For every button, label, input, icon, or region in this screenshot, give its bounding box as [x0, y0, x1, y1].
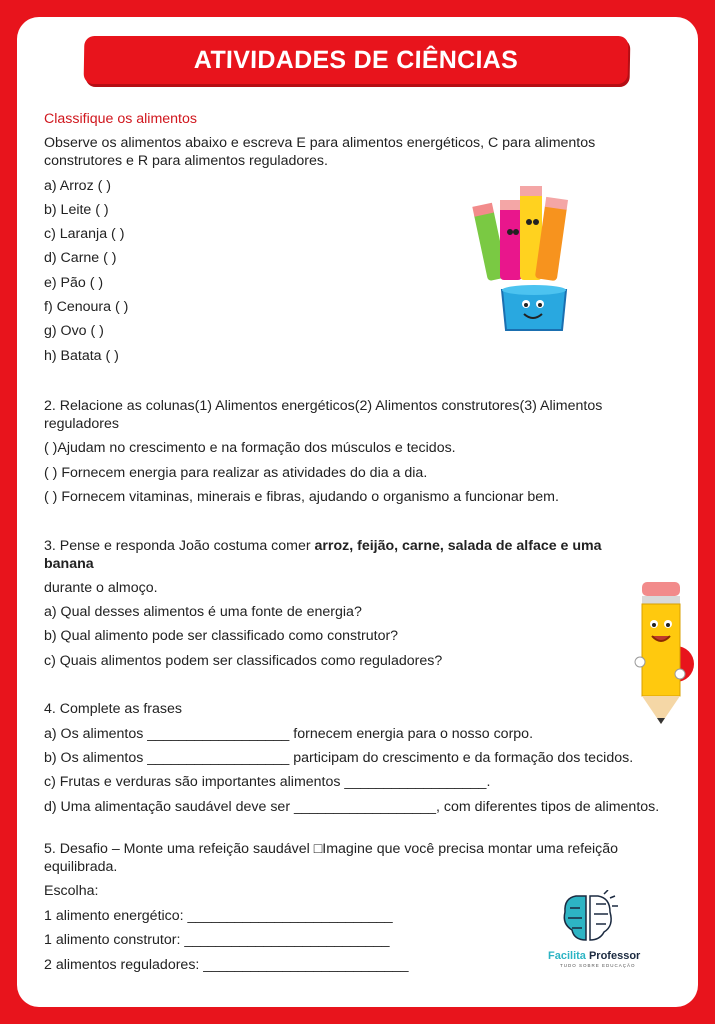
cup	[502, 290, 566, 330]
q3-intro: 3. Pense e responda João costuma comer	[44, 538, 315, 554]
q3-foods: arroz, feijão, carne, salada de alface e uma banana	[44, 538, 602, 572]
q3-item: a) Qual desses alimentos é uma fonte de energia?	[44, 604, 362, 620]
q3-continuation: durante o almoço.	[44, 580, 158, 596]
q1-item: a) Arroz ( )	[44, 178, 112, 194]
q1-item: c) Laranja ( )	[44, 226, 125, 242]
logo-name: Facilita Professor	[548, 950, 641, 962]
q5-item: 1 alimento energético: __________________________	[44, 908, 393, 924]
q1-item: e) Pão ( )	[44, 275, 104, 291]
q4-item: d) Uma alimentação saudável deve ser __________________, com diferentes tipos de alimentos.	[44, 799, 660, 815]
pencil-cup-illustration	[458, 182, 576, 334]
q3-prompt	[44, 537, 644, 573]
q3-item: c) Quais alimentos podem ser classificados como reguladores?	[44, 653, 443, 669]
q3-item: b) Qual alimento pode ser classificado como construtor?	[44, 628, 399, 644]
brain-logo-icon	[560, 890, 620, 948]
title-banner	[84, 36, 629, 84]
q1-title: Classifique os alimentos	[44, 111, 197, 127]
q5-item: 2 alimentos reguladores: __________________________	[44, 957, 409, 973]
q1-instruction: Observe os alimentos abaixo e escreva E para alimentos energéticos, C para alimentos construtores e R para alimentos reguladores.	[44, 135, 596, 169]
q4-item: b) Os alimentos __________________ participam do crescimento e da formação dos tecidos.	[44, 750, 634, 766]
pencil-character-illustration	[634, 578, 696, 726]
q1-item: b) Leite ( )	[44, 202, 109, 218]
q5-title: 5. Desafio – Monte uma refeição saudável □Imagine que você precisa montar uma refeição equilibrada.	[44, 841, 619, 875]
q5-item: 1 alimento construtor: __________________________	[44, 932, 390, 948]
q2-item: ( ) Fornecem energia para realizar as atividades do dia a dia.	[44, 465, 428, 481]
q2-item: ( )Ajudam no crescimento e na formação dos músculos e tecidos.	[44, 440, 456, 456]
q5-choose: Escolha:	[44, 883, 99, 899]
logo-tagline: TUDO SOBRE EDUCAÇÃO	[560, 963, 636, 968]
q2-item: ( ) Fornecem vitaminas, minerais e fibras, ajudando o organismo a funcionar bem.	[44, 489, 559, 505]
q2-title: 2. Relacione as colunas(1) Alimentos energéticos(2) Alimentos construtores(3) Alimentos reguladores	[44, 398, 603, 432]
q1-item: d) Carne ( )	[44, 250, 117, 266]
page-title: ATIVIDADES DE CIÊNCIAS	[193, 45, 519, 74]
q1-item: g) Ovo ( )	[44, 323, 104, 339]
pencil-pink	[500, 200, 522, 280]
q1-item: h) Batata ( )	[44, 348, 119, 364]
q4-item: a) Os alimentos __________________ fornecem energia para o nosso corpo.	[44, 726, 534, 742]
q4-item: c) Frutas e verduras são importantes alimentos __________________.	[44, 774, 491, 790]
q1-item: f) Cenoura ( )	[44, 299, 129, 315]
q4-title: 4. Complete as frases	[44, 701, 182, 717]
